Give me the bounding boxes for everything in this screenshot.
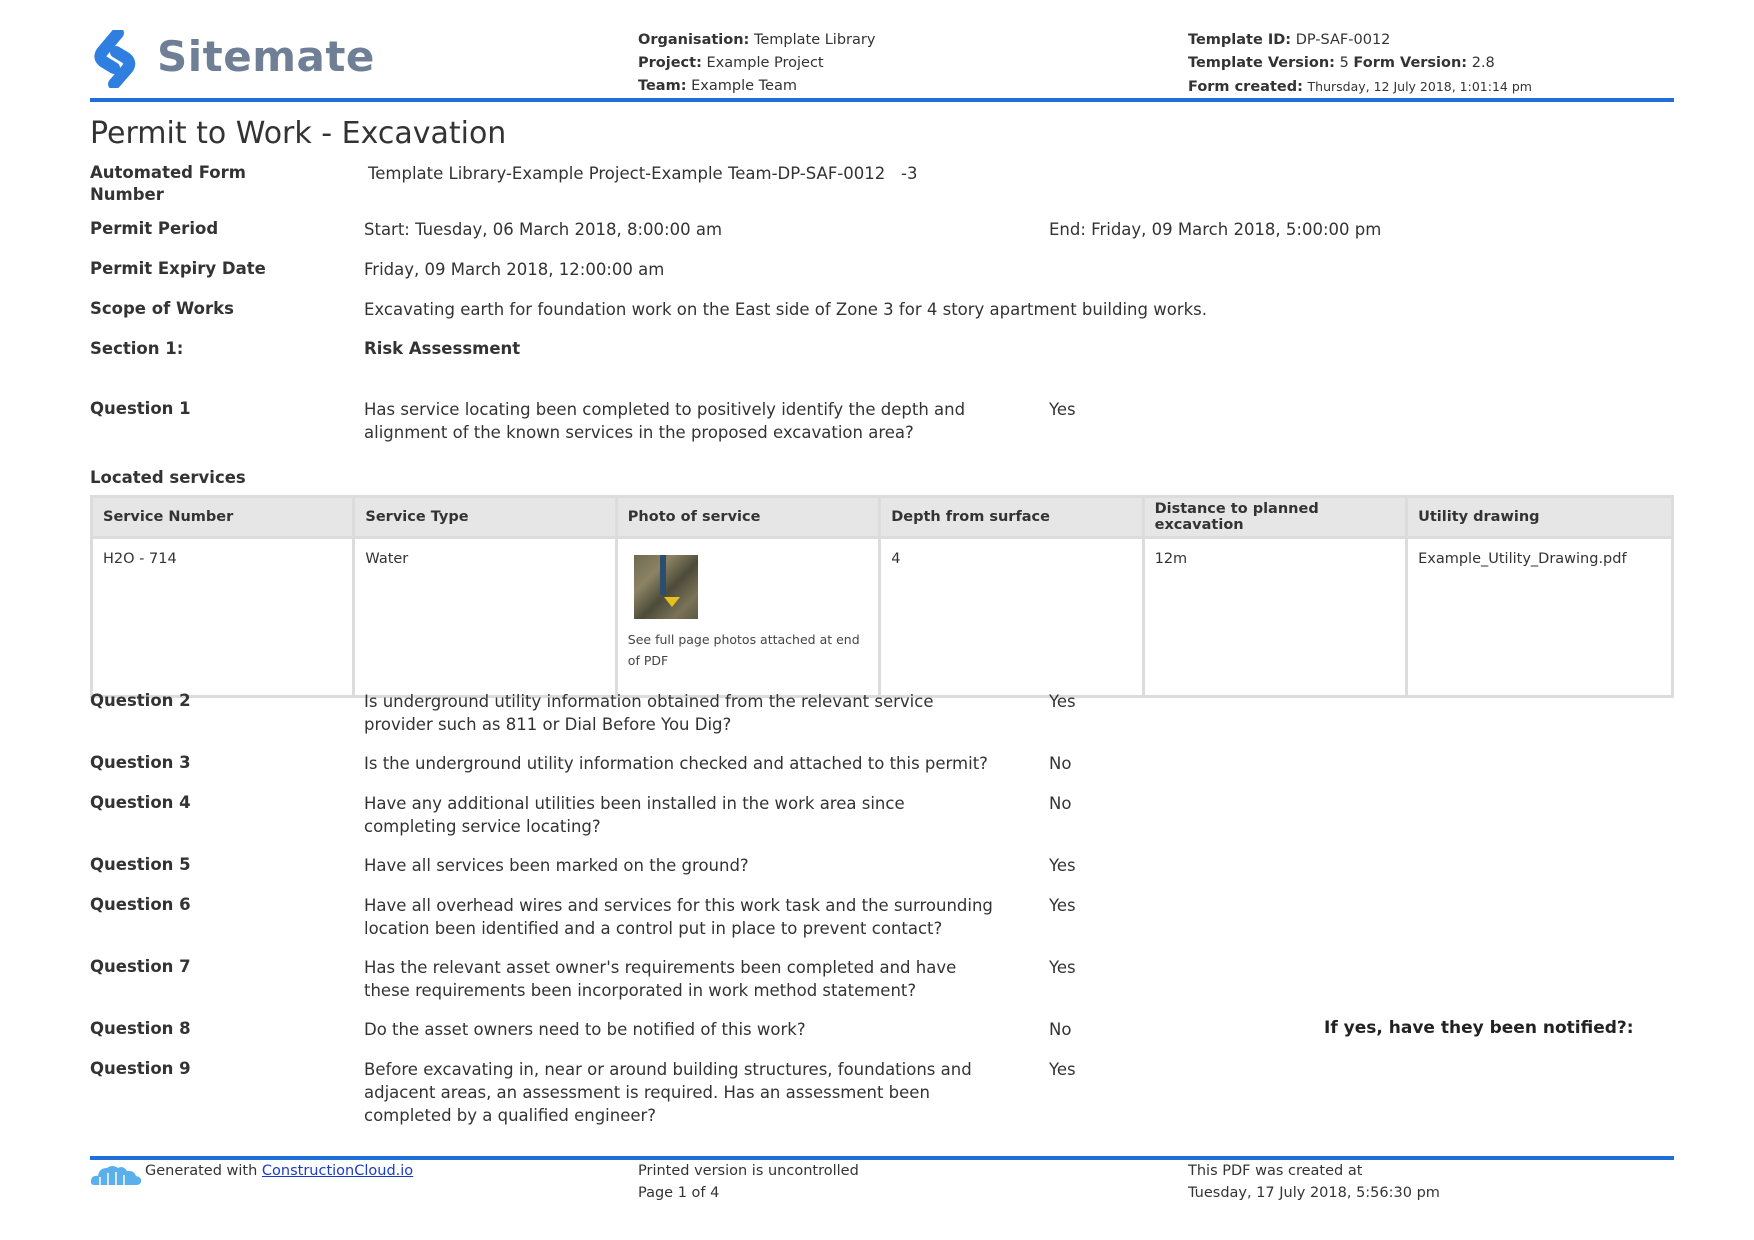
question-answer: Yes	[1049, 958, 1076, 977]
form-version-label: Form Version:	[1353, 55, 1468, 71]
team-label: Team:	[638, 78, 687, 94]
question-label: Question 4	[90, 793, 191, 812]
permit-end-value: End: Friday, 09 March 2018, 5:00:00 pm	[1049, 220, 1382, 239]
question-answer: No	[1049, 794, 1072, 813]
question-text: Is underground utility information obtained from the relevant service provider such as 811 or Dial Before You Dig?	[364, 692, 934, 734]
generated-with	[145, 1160, 413, 1182]
automated-number-value: Template Library-Example Project-Example Team-DP-SAF-0012 -3	[368, 164, 918, 183]
question-text: Have any additional utilities been installed in the work area since completing service locating?	[364, 794, 905, 836]
scope-label: Scope of Works	[90, 299, 234, 318]
expiry-date-value: Friday, 09 March 2018, 12:00:00 am	[364, 260, 665, 279]
question-label: Question 9	[90, 1059, 191, 1078]
question-label: Question 3	[90, 753, 191, 772]
located-services-table	[90, 495, 1674, 698]
question-text: Have all overhead wires and services for this work task and the surrounding location been identified and a control put in place to prevent contact?	[364, 896, 993, 938]
notified-followup-label: If yes, have they been notified?:	[1324, 1018, 1634, 1038]
project-label: Project:	[638, 55, 702, 71]
col-distance: Distance to planned excavation	[1143, 497, 1406, 538]
form-title: Permit to Work - Excavation	[90, 116, 507, 151]
cell-photo	[616, 538, 879, 697]
sitemate-logo-icon	[92, 30, 140, 92]
template-version-label: Template Version:	[1188, 55, 1335, 71]
question-answer: No	[1049, 754, 1072, 773]
question-label: Question 7	[90, 957, 191, 976]
question-answer: Yes	[1049, 856, 1076, 875]
question-label: Question 5	[90, 855, 191, 874]
pdf-created-value: Tuesday, 17 July 2018, 5:56:30 pm	[1188, 1185, 1440, 1201]
question-answer: No	[1049, 1020, 1072, 1039]
expiry-date-label: Permit Expiry Date	[90, 259, 266, 278]
service-photo-thumbnail[interactable]	[634, 555, 698, 619]
template-id-value: DP-SAF-0012	[1295, 32, 1391, 48]
question-answer: Yes	[1049, 1060, 1076, 1079]
template-version-value: 5	[1339, 55, 1349, 71]
cloud-icon	[90, 1163, 142, 1191]
question-text: Is the underground utility information checked and attached to this permit?	[364, 754, 988, 773]
photo-note: See full page photos attached at end of PDF	[627, 632, 860, 668]
located-services-title: Located services	[90, 468, 246, 487]
cell-depth: 4	[880, 538, 1143, 697]
question-answer: Yes	[1049, 692, 1076, 711]
table-header-row	[92, 497, 1673, 538]
cell-distance: 12m	[1143, 538, 1406, 697]
col-service-number: Service Number	[92, 497, 354, 538]
organisation-label: Organisation:	[638, 32, 750, 48]
team-value: Example Team	[691, 78, 797, 94]
constructioncloud-link[interactable]: ConstructionCloud.io	[261, 1163, 414, 1179]
automated-number-label: Automated Form Number	[90, 163, 246, 204]
header-divider	[90, 98, 1674, 102]
section-label: Section 1:	[90, 339, 184, 358]
col-depth: Depth from surface	[880, 497, 1143, 538]
organisation-value: Template Library	[753, 32, 876, 48]
question-label: Question 8	[90, 1019, 191, 1038]
footer-print-info	[638, 1160, 859, 1204]
question-label: Question 1	[90, 399, 191, 418]
question-text: Before excavating in, near or around building structures, foundations and adjacent areas, an assessment is required. Has an assessment been completed by a qualified engineer?	[364, 1060, 972, 1125]
question-text: Have all services been marked on the ground?	[364, 856, 749, 875]
pdf-created-label: This PDF was created at	[1188, 1163, 1363, 1179]
question-text: Has the relevant asset owner's requirements been completed and have these requirements been incorporated in work method statement?	[364, 958, 957, 1000]
permit-start-value: Start: Tuesday, 06 March 2018, 8:00:00 am	[364, 220, 723, 239]
header-template-block	[1188, 29, 1532, 99]
question-label: Question 2	[90, 691, 191, 710]
generated-prefix: Generated with	[145, 1163, 258, 1179]
page-number: Page 1 of 4	[638, 1185, 720, 1201]
scope-value: Excavating earth for foundation work on the East side of Zone 3 for 4 story apartment building works.	[364, 300, 1208, 319]
question-answer: Yes	[1049, 896, 1076, 915]
question-text: Do the asset owners need to be notified of this work?	[364, 1020, 806, 1039]
template-id-label: Template ID:	[1188, 32, 1292, 48]
section-title: Risk Assessment	[364, 339, 521, 358]
question-answer: Yes	[1049, 400, 1076, 419]
question-text: Has service locating been completed to positively identify the depth and alignment of the known services in the proposed excavation area?	[364, 400, 966, 442]
permit-period-label: Permit Period	[90, 219, 219, 238]
cell-service-number: H2O - 714	[92, 538, 354, 697]
project-value: Example Project	[706, 55, 824, 71]
col-photo: Photo of service	[616, 497, 879, 538]
header-org-block	[638, 29, 875, 98]
brand-name: Sitemate	[157, 32, 375, 81]
col-service-type: Service Type	[354, 497, 616, 538]
col-utility-drawing: Utility drawing	[1407, 497, 1673, 538]
table-row	[92, 538, 1673, 697]
cell-utility-drawing[interactable]: Example_Utility_Drawing.pdf	[1407, 538, 1673, 697]
question-label: Question 6	[90, 895, 191, 914]
cell-service-type: Water	[354, 538, 616, 697]
uncontrolled-note: Printed version is uncontrolled	[638, 1163, 859, 1179]
footer-pdf-info	[1188, 1160, 1440, 1204]
form-version-value: 2.8	[1471, 55, 1495, 71]
form-created-value: Thursday, 12 July 2018, 1:01:14 pm	[1307, 79, 1532, 94]
form-created-label: Form created:	[1188, 79, 1303, 95]
